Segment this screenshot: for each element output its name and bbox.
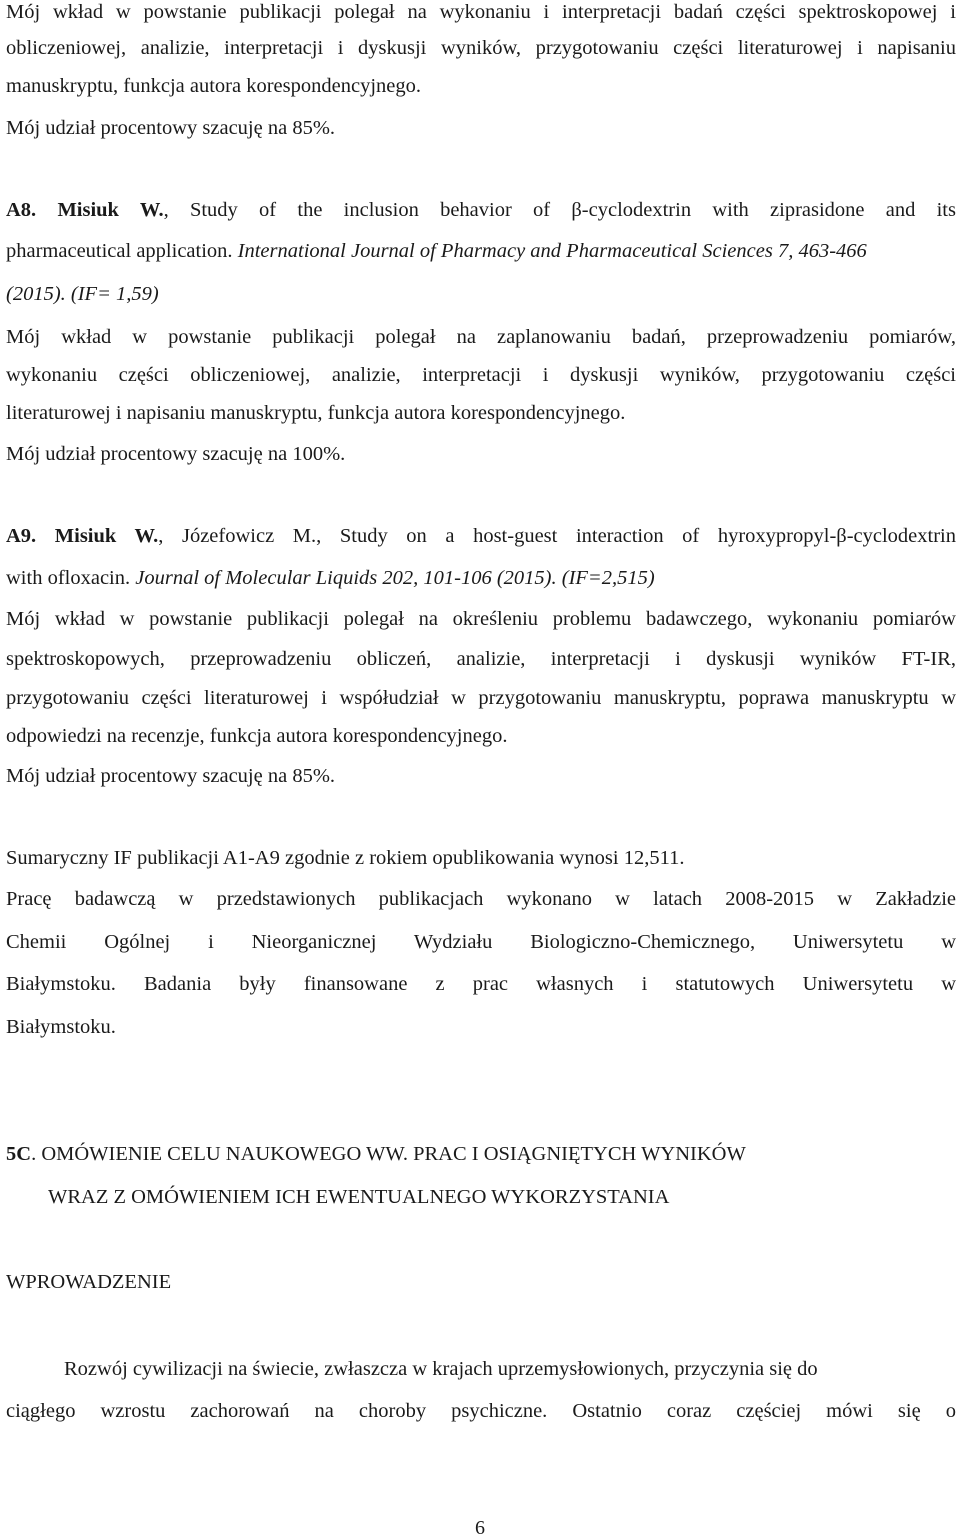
a7-contrib-line1: Mój wkład w powstanie publikacji polegał na wykonaniu i interpretacji badań części spektroskopowej i: [6, 1, 956, 23]
a8-title-part1: , Study of the inclusion behavior of β-cyclodextrin with ziprasidone and its: [163, 199, 956, 221]
a7-contrib-line2: obliczeniowej, analizie, interpretacji i dyskusji wyników, przygotowaniu części literaturowej i napisaniu: [6, 37, 956, 59]
summary-work-line1: Pracę badawczą w przedstawionych publikacjach wykonano w latach 2008-2015 w Zakładzie: [6, 888, 956, 910]
a8-authors: Misiuk W.: [57, 199, 164, 221]
a8-number: A8.: [6, 199, 37, 221]
a9-title-part2: with ofloxacin.: [6, 567, 131, 589]
a9-journal: Journal of Molecular Liquids 202, 101-106 (2015).: [135, 567, 557, 589]
page-number: 6: [475, 1517, 485, 1539]
a7-share: Mój udział procentowy szacuję na 85%.: [6, 117, 336, 139]
summary-work-line3: Białymstoku. Badania były finansowane z prac własnych i statutowych Uniwersytetu w: [6, 973, 956, 995]
a8-impact-factor: (IF= 1,59): [70, 283, 159, 305]
intro-line2: ciągłego wzrostu zachorowań na choroby psychiczne. Ostatnio coraz częściej mówi się o: [6, 1400, 956, 1422]
a9-share: Mój udział procentowy szacuję na 85%.: [6, 765, 336, 787]
summary-if: Sumaryczny IF publikacji A1-A9 zgodnie z rokiem opublikowania wynosi 12,511.: [6, 847, 685, 869]
a8-contrib-line2: wykonaniu części obliczeniowej, analizie, interpretacji i dyskusji wyników, przygotowaniu części: [6, 364, 956, 386]
a8-citation-line3: [6, 280, 956, 308]
section-number: 5C: [6, 1143, 32, 1165]
section-heading-text: . OMÓWIENIE CELU NAUKOWEGO WW. PRAC I OSIĄGNIĘTYCH WYNIKÓW: [31, 1143, 746, 1165]
a9-impact-factor: (IF=2,515): [561, 567, 655, 589]
a9-authors: Misiuk W.: [54, 525, 159, 547]
a9-citation-line2: [6, 564, 956, 592]
a8-citation-line2: [6, 237, 956, 265]
summary-work-line4: Białymstoku.: [6, 1016, 116, 1038]
a9-title-part1: , Study on a host-guest interaction of hyroxypropyl-β-cyclodextrin: [316, 525, 956, 547]
subheading-introduction: WPROWADZENIE: [6, 1271, 172, 1293]
a8-contrib-line1: Mój wkład w powstanie publikacji polegał na zaplanowaniu badań, przeprowadzeniu pomiarów,: [6, 326, 956, 348]
a9-contrib-line2: spektroskopowych, przeprowadzeniu obliczeń, analizie, interpretacji i dyskusji wyników FT-IR,: [6, 648, 956, 670]
a9-contrib-line4: odpowiedzi na recenzje, funkcja autora korespondencyjnego.: [6, 725, 508, 747]
a9-coauthor: , Józefowicz M.: [158, 525, 317, 547]
summary-work-line2: Chemii Ogólnej i Nieorganicznej Wydziału Biologiczno-Chemicznego, Uniwersytetu w: [6, 931, 956, 953]
a9-number: A9.: [6, 525, 37, 547]
a8-contrib-line3: literaturowej i napisaniu manuskryptu, funkcja autora korespondencyjnego.: [6, 402, 626, 424]
a8-citation-line1: [6, 196, 956, 224]
a7-contrib-line3: manuskryptu, funkcja autora korespondencyjnego.: [6, 75, 422, 97]
a8-share: Mój udział procentowy szacuję na 100%.: [6, 443, 346, 465]
a9-citation-line1: [6, 522, 956, 550]
a8-title-part2: pharmaceutical application.: [6, 240, 233, 262]
intro-line1: Rozwój cywilizacji na świecie, zwłaszcza w krajach uprzemysłowionych, przyczynia się do: [64, 1358, 818, 1380]
section-heading-line2: WRAZ Z OMÓWIENIEM ICH EWENTUALNEGO WYKORZYSTANIA: [48, 1186, 670, 1208]
section-heading-line1: [6, 1140, 956, 1168]
a9-contrib-line3: przygotowaniu części literaturowej i współudział w przygotowaniu manuskryptu, poprawa manuskryptu w: [6, 687, 956, 709]
a9-contrib-line1: Mój wkład w powstanie publikacji polegał na określeniu problemu badawczego, wykonaniu pomiarów: [6, 608, 956, 630]
a8-journal: International Journal of Pharmacy and Pharmaceutical Sciences 7, 463-466: [237, 240, 867, 262]
a8-journal-year: (2015).: [6, 283, 66, 305]
